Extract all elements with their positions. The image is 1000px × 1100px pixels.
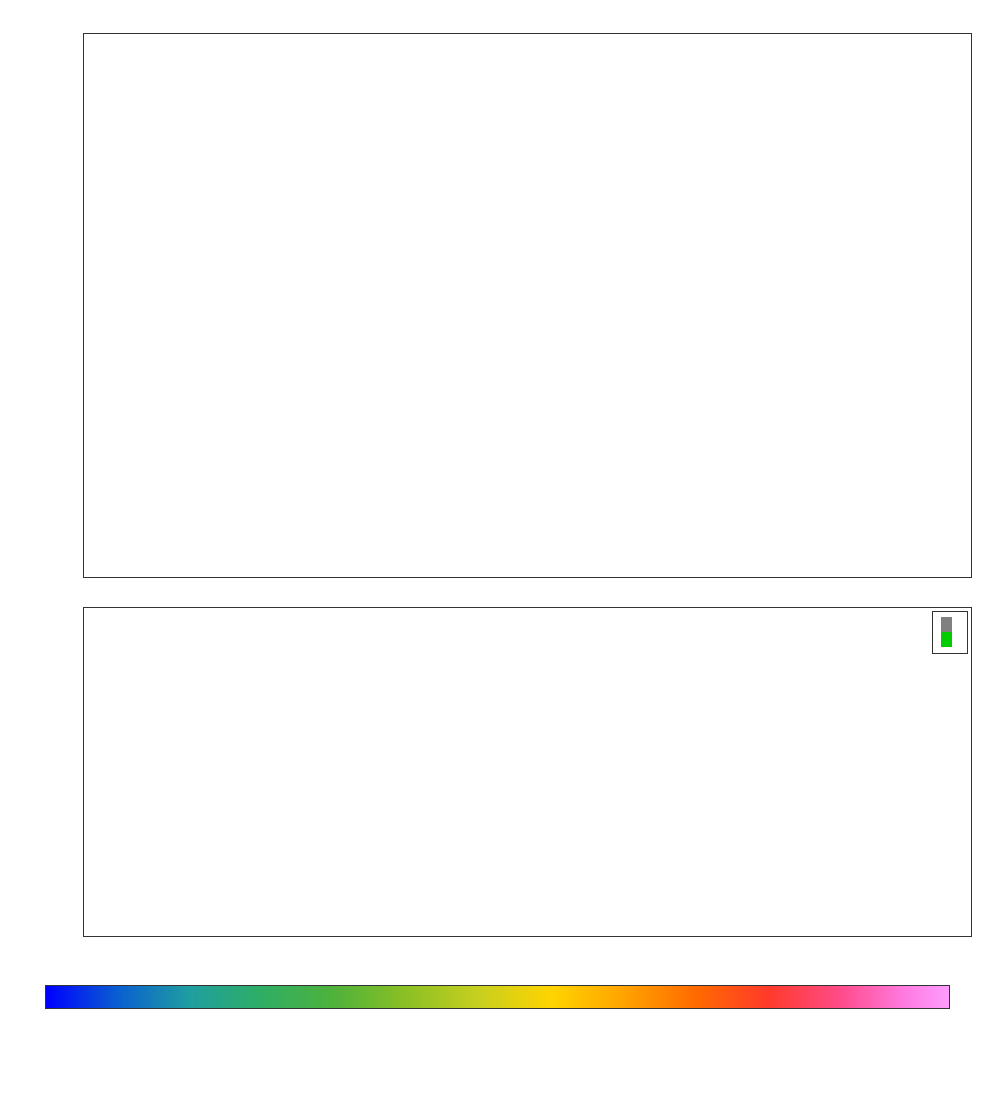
legend-item-all-jumps <box>941 617 959 632</box>
legend-swatch-taken-jumps <box>941 632 952 647</box>
scatter-plot-area <box>83 33 972 578</box>
colorbar <box>45 985 950 1009</box>
histogram-legend <box>932 611 968 654</box>
histogram-plot-area <box>83 607 972 937</box>
legend-item-taken-jumps <box>941 632 959 647</box>
scatter-panel <box>83 33 972 578</box>
legend-swatch-all-jumps <box>941 617 952 632</box>
histogram-panel <box>83 607 972 937</box>
colorbar-gradient <box>45 985 950 1009</box>
